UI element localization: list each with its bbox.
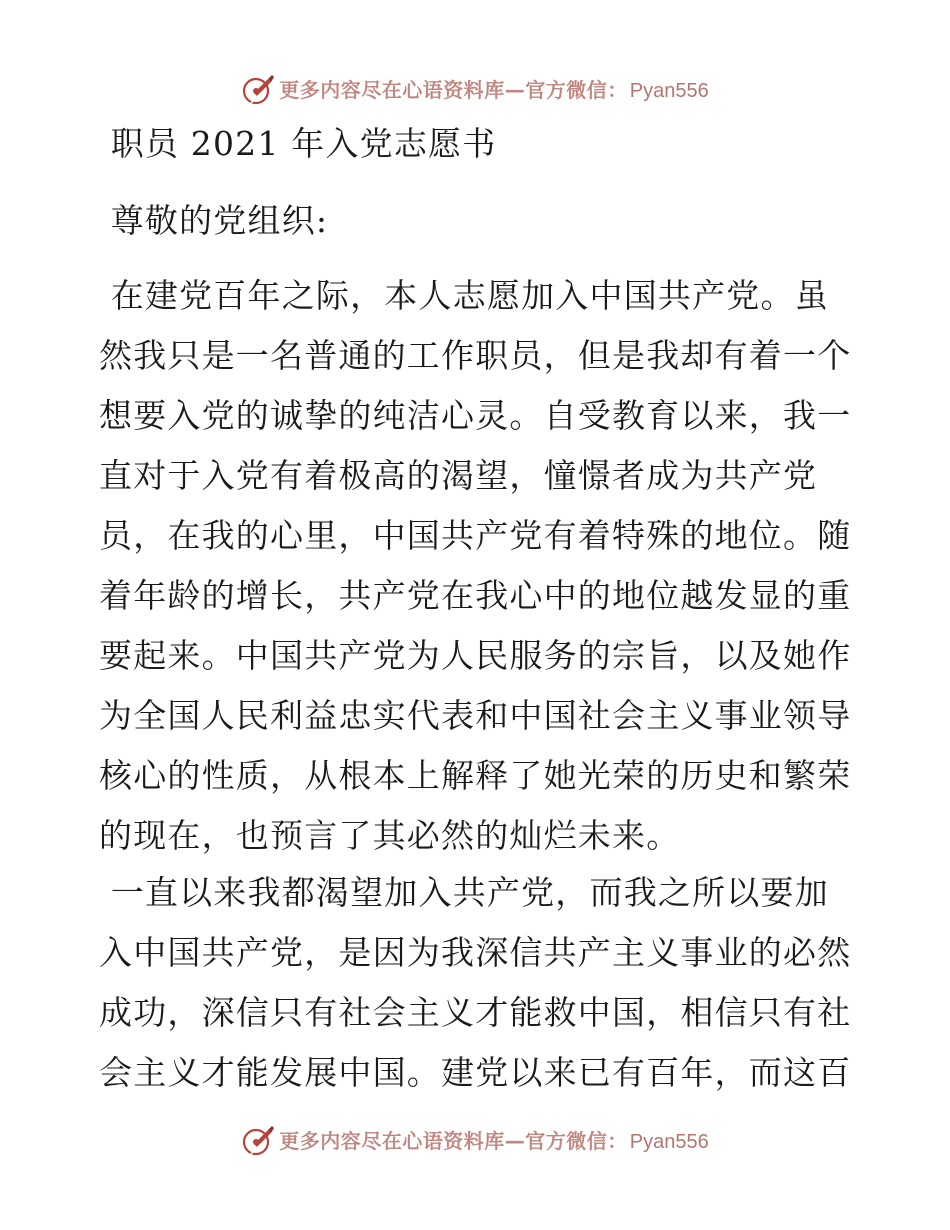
watermark-wechat-id: Pyan556 [629,79,709,102]
paragraph-line: 的现在，也预言了其必然的灿烂未来。 [99,816,681,855]
paragraph-line: 一直以来我都渴望加入共产党，而我之所以要加 [99,873,829,912]
quill-logo-icon [241,1124,275,1158]
quill-logo-icon [241,73,275,107]
salutation: 尊敬的党组织: [99,201,329,240]
paragraph-line: 在建党百年之际，本人志愿加入中国共产党。虽 [99,276,829,315]
paragraph-line: 成功，深信只有社会主义才能救中国，相信只有社 [99,993,852,1032]
paragraph-line: 着年龄的增长，共产党在我心中的地位越发显的重 [99,576,852,615]
watermark-wechat-id: Pyan556 [629,1130,709,1153]
watermark-footer [0,1121,950,1161]
paragraph-line: 然我只是一名普通的工作职员，但是我却有着一个 [99,336,852,375]
watermark-caption: 更多内容尽在心语资料库—官方微信： [279,77,628,102]
paragraph-line: 为全国人民利益忠实代表和中国社会主义事业领导 [99,696,852,735]
document-title: 职员 2021 年入党志愿书 [99,124,497,163]
watermark-caption: 更多内容尽在心语资料库—官方微信： [279,1128,628,1153]
paragraph-line: 要起来。中国共产党为人民服务的宗旨，以及她作 [99,636,852,675]
watermark-header [0,70,950,110]
paragraph-line: 想要入党的诚挚的纯洁心灵。自受教育以来，我一 [99,396,852,435]
paragraph-line: 入中国共产党，是因为我深信共产主义事业的必然 [99,933,852,972]
paragraph-line: 员，在我的心里，中国共产党有着特殊的地位。随 [99,516,852,555]
paragraph-line: 直对于入党有着极高的渴望，憧憬者成为共产党 [99,456,818,495]
watermark-text [279,1128,709,1153]
paragraph-line: 会主义才能发展中国。建党以来已有百年，而这百 [99,1053,852,1092]
paragraph-line: 核心的性质，从根本上解释了她光荣的历史和繁荣 [99,756,852,795]
watermark-text [279,77,709,102]
